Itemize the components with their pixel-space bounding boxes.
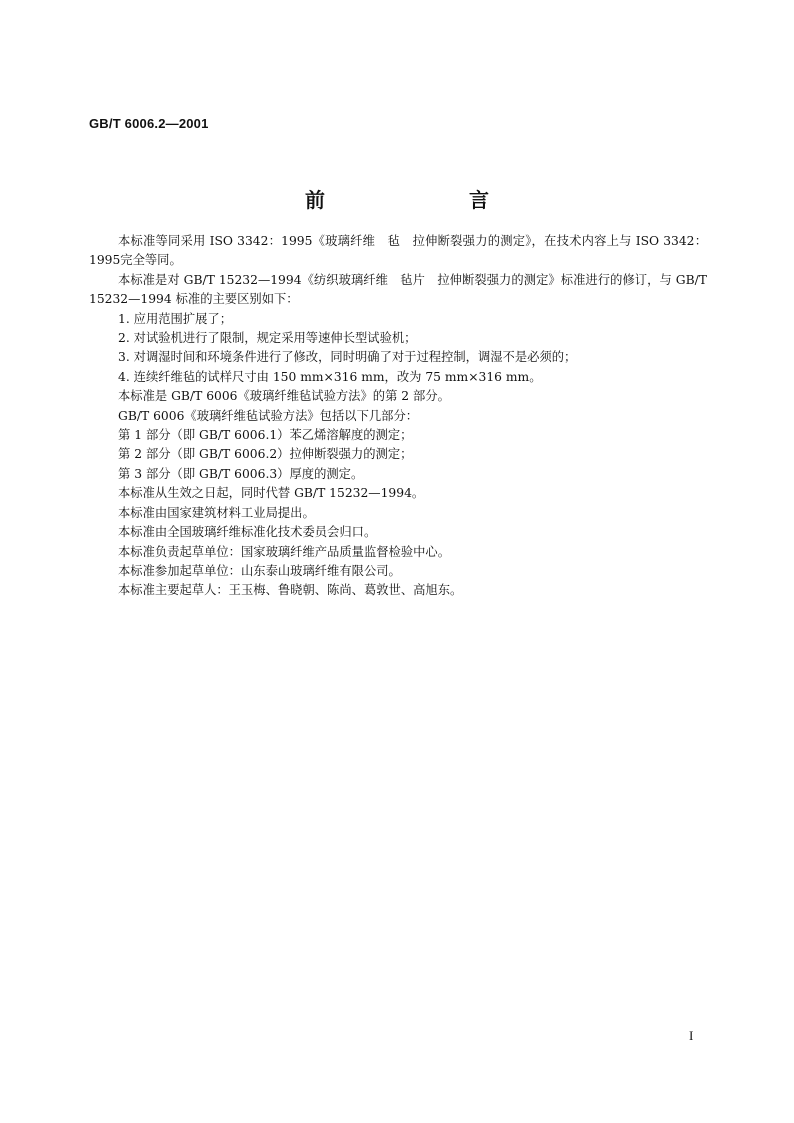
page-title: 前 言 — [305, 188, 551, 212]
change-item-3: 3. 对调湿时间和环境条件进行了修改，同时明确了对于过程控制，调湿不是必须的； — [118, 350, 577, 365]
proposer-statement: 本标准由国家建筑材料工业局提出。 — [118, 505, 315, 520]
parts-intro: GB/T 6006《玻璃纤维毡试验方法》包括以下几部分： — [118, 408, 419, 423]
change-item-2: 2. 对试验机进行了限制，规定采用等速伸长型试验机； — [118, 331, 417, 346]
paragraph-revision: 本标准是对 GB/T 15232—1994《纺织玻璃纤维 毡片 拉伸断裂强力的测定》标准进行的修订，与 GB/T 15232—1994 标准的主要区别如下： — [89, 272, 707, 307]
participating-unit-statement: 本标准参加起草单位：山东泰山玻璃纤维有限公司。 — [118, 563, 401, 578]
drafting-unit-statement: 本标准负责起草单位：国家玻璃纤维产品质量监督检验中心。 — [118, 544, 451, 559]
document-body — [89, 232, 707, 601]
replacement-statement: 本标准从生效之日起，同时代替 GB/T 15232—1994。 — [118, 486, 425, 501]
page-number: I — [689, 1028, 694, 1043]
drafters-statement: 本标准主要起草人：王玉梅、鲁晓朝、陈尚、葛敦世、高旭东。 — [118, 583, 463, 598]
part-3-item: 第 3 部分（即 GB/T 6006.3）厚度的测定。 — [118, 466, 364, 481]
paragraph-adoption: 本标准等同采用 ISO 3342：1995《玻璃纤维 毡 拉伸断裂强力的测定》，在技术内容上与 ISO 3342：1995完全等同。 — [89, 234, 707, 268]
standard-code: GB/T 6006.2—2001 — [89, 116, 209, 131]
committee-statement: 本标准由全国玻璃纤维标准化技术委员会归口。 — [118, 525, 377, 540]
change-item-4: 4. 连续纤维毡的试样尺寸由 150 mm×316 mm，改为 75 mm×316 mm。 — [118, 369, 542, 384]
part-1-item: 第 1 部分（即 GB/T 6006.1）苯乙烯溶解度的测定； — [118, 428, 413, 443]
part-statement: 本标准是 GB/T 6006《玻璃纤维毡试验方法》的第 2 部分。 — [118, 389, 450, 404]
part-2-item: 第 2 部分（即 GB/T 6006.2）拉伸断裂强力的测定； — [118, 447, 413, 462]
change-item-1: 1. 应用范围扩展了； — [118, 311, 233, 326]
